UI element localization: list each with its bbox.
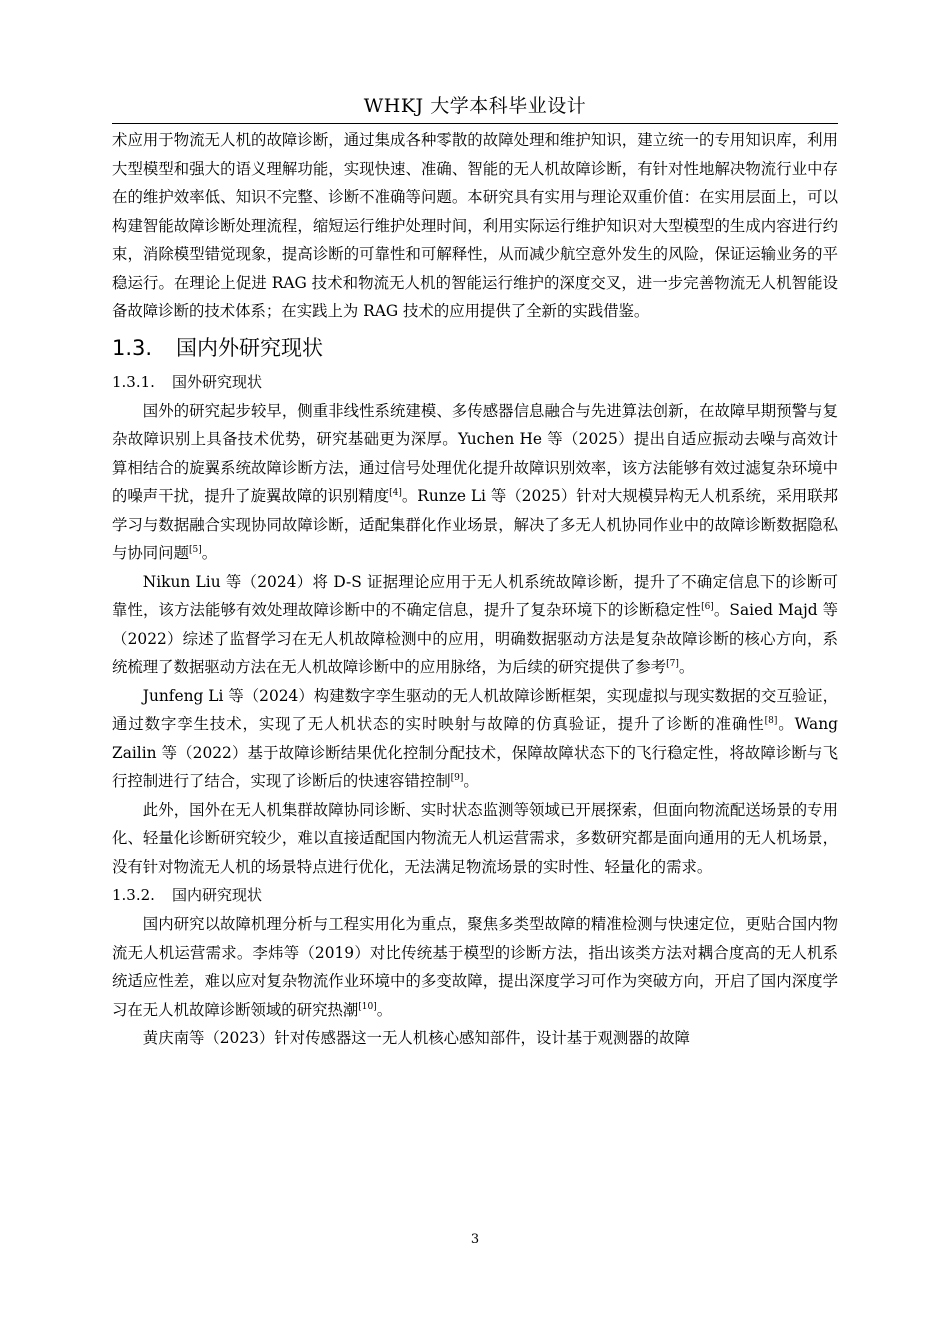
paragraph-text: 。 xyxy=(463,772,479,790)
paragraph-text: Nikun Liu 等（2024）将 D-S 证据理论应用于无人机系统故障诊断，提升了不确定信息下的诊断可靠性，该方法能够有效处理故障诊断中的不确定信息，提升了复杂环境下的诊断稳定性 xyxy=(112,572,838,619)
paragraph xyxy=(112,682,838,796)
section-number: 1.3. xyxy=(112,335,153,360)
paragraph-text: 。Runze Li 等（2025）针对大规模异构无人机系统，采用联邦学习与数据融合实现协同故障诊断，适配集群化作业场景，解决了多无人机协同作业中的故障诊断数据隐私与协同问题 xyxy=(112,487,838,562)
citation: [6] xyxy=(701,602,714,612)
paragraph-continued: 术应用于物流无人机的故障诊断，通过集成各种零散的故障处理和维护知识，建立统一的专用知识库，利用大型模型和强大的语义理解功能，实现快速、准确、智能的无人机故障诊断，有针对性地解决物流行业中存在的维护效率低、知识不完整、诊断不准确等问题。本研究具有实用与理论双重价值：在实用层面上，可以构建智能故障诊断处理流程，缩短运行维护处理时间，利用实际运行维护知识对大型模型的生成内容进行约束，消除模型错觉现象，提高诊断的可靠性和可解释性，从而减少航空意外发生的风险，保证运输业务的平稳运行。在理论上促进 RAG 技术和物流无人机的智能运行维护的深度交叉，进一步完善物流无人机智能设备故障诊断的技术体系；在实践上为 RAG 技术的应用提供了全新的实践借鉴。 xyxy=(112,131,838,320)
paragraph: 黄庆南等（2023）针对传感器这一无人机核心感知部件，设计基于观测器的故障 xyxy=(142,1029,690,1047)
citation: [7] xyxy=(666,659,679,669)
citation: [4] xyxy=(389,488,402,498)
paragraph-text: 国外的研究起步较早，侧重非线性系统建模、多传感器信息融合与先进算法创新，在故障早期预警与复杂故障识别上具备技术优势，研究基础更为深厚。Yuchen He 等（2025）提出自适应振动去噪与高效计算相结合的旋翼系统故障诊断方法，通过信号处理优化提升故障识别效率，该方法能够有效过滤复杂环境中的噪声干扰，提升了旋翼故障的识别精度 xyxy=(112,401,838,505)
citation: [8] xyxy=(764,716,778,726)
subsection-number: 1.3.1. xyxy=(112,372,155,391)
page-number: 3 xyxy=(470,1232,480,1247)
citation: [5] xyxy=(188,545,202,555)
paragraph-text: Junfeng Li 等（2024）构建数字孪生驱动的无人机故障诊断框架，实现虚拟与现实数据的交互验证，通过数字孪生技术，实现了无人机状态的实时映射与故障的仿真验证，提升了诊断的准确性 xyxy=(112,686,838,733)
header-rule xyxy=(112,123,838,124)
page-body xyxy=(112,126,838,1053)
citation: [10] xyxy=(358,1001,377,1012)
paragraph-text: 。Wang Zailin 等（2022）基于故障诊断结果优化控制分配技术，保障故障状态下的飞行稳定性，将故障诊断与飞行控制进行了结合，实现了诊断后的快速容错控制 xyxy=(112,715,838,790)
page-header: WHKJ 大学本科毕业设计 xyxy=(363,95,587,117)
section-title: 国内外研究现状 xyxy=(176,335,323,360)
subsection-number: 1.3.2. xyxy=(112,886,155,904)
paragraph: 此外，国外在无人机集群故障协同诊断、实时状态监测等领域已开展探索，但面向物流配送场景的专用化、轻量化诊断研究较少，难以直接适配国内物流无人机运营需求，多数研究都是面向通用的无人机场景，没有针对物流无人机的场景特点进行优化，无法满足物流场景的实时性、轻量化的需求。 xyxy=(112,800,838,876)
subsection-heading-foreign xyxy=(112,368,838,397)
section-heading xyxy=(112,328,838,368)
paragraph-text: 。 xyxy=(201,544,218,562)
paragraph-text: 国内研究以故障机理分析与工程实用化为重点，聚焦多类型故障的精准检测与快速定位，更贴合国内物流无人机运营需求。李炜等（2019）对比传统基于模型的诊断方法，指出该类方法对耦合度高的无人机系统适应性差，难以应对复杂物流作业环境中的多变故障，提出深度学习可作为突破方向，开启了国内深度学习在无人机故障诊断领域的研究热潮 xyxy=(112,915,838,1019)
paragraph xyxy=(112,397,838,568)
subsection-title: 国外研究现状 xyxy=(172,372,263,391)
paragraph-text: 。 xyxy=(678,658,695,676)
paragraph-text: 。 xyxy=(376,1000,393,1019)
subsection-heading-domestic xyxy=(112,881,838,910)
paragraph xyxy=(112,568,838,682)
paragraph-text: 。Saied Majd 等（2022）综述了监督学习在无人机故障检测中的应用，明确数据驱动方法是复杂故障诊断的核心方向，系统梳理了数据驱动方法在无人机故障诊断中的应用脉络，为后续的研究提供了参考 xyxy=(112,601,838,676)
citation: [9] xyxy=(450,773,464,783)
paragraph xyxy=(112,910,838,1024)
subsection-title: 国内研究现状 xyxy=(172,886,263,904)
